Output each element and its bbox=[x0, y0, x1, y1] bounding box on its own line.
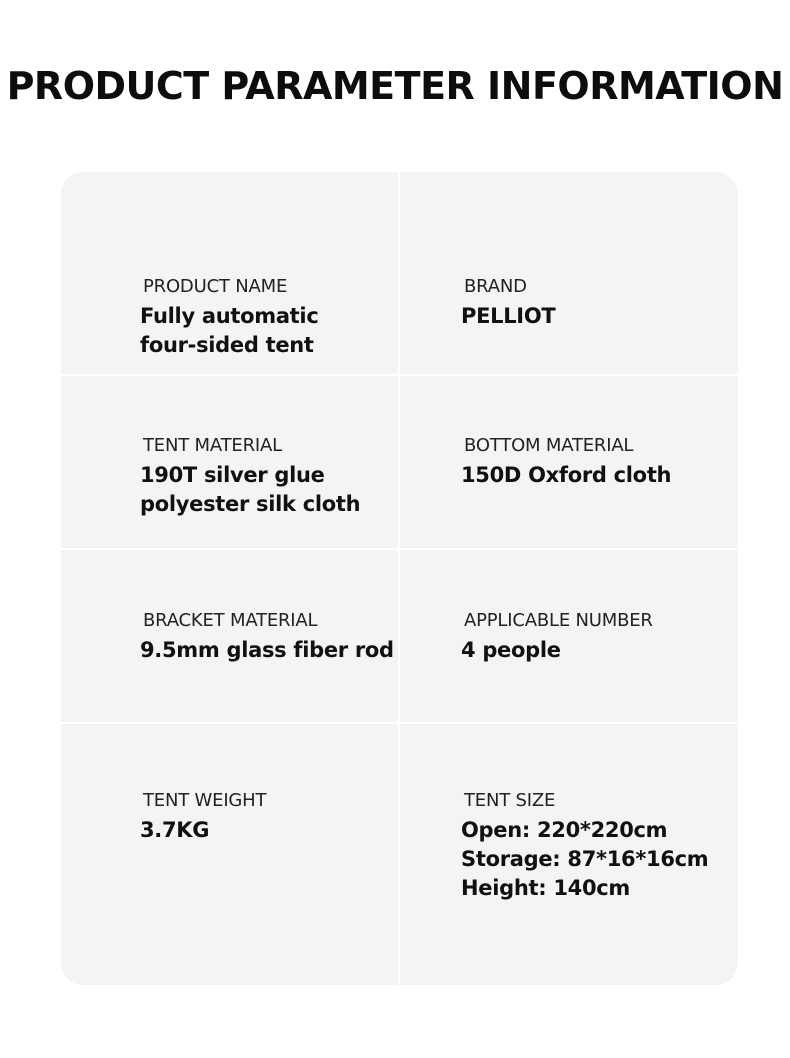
param-label: TENT SIZE bbox=[464, 790, 556, 811]
page-title: PRODUCT PARAMETER INFORMATION bbox=[6, 64, 784, 108]
param-value: Fully automatic four-sided tent bbox=[140, 304, 319, 357]
row-divider bbox=[61, 548, 738, 550]
param-value: 150D Oxford cloth bbox=[461, 463, 672, 487]
param-label: BOTTOM MATERIAL bbox=[464, 435, 634, 456]
param-applicable-number bbox=[461, 608, 738, 665]
param-label: BRACKET MATERIAL bbox=[143, 610, 318, 631]
row-divider bbox=[61, 374, 738, 376]
param-product-name bbox=[140, 274, 460, 360]
param-label: TENT WEIGHT bbox=[143, 790, 267, 811]
param-brand bbox=[461, 274, 738, 331]
param-tent-weight bbox=[140, 788, 460, 845]
parameter-table bbox=[61, 172, 738, 985]
param-label: APPLICABLE NUMBER bbox=[464, 610, 653, 631]
param-value: 190T silver glue polyester silk cloth bbox=[140, 463, 361, 516]
param-label: BRAND bbox=[464, 276, 527, 297]
param-label: TENT MATERIAL bbox=[143, 435, 282, 456]
param-label: PRODUCT NAME bbox=[143, 276, 288, 297]
param-bracket-material bbox=[140, 608, 460, 665]
param-tent-material bbox=[140, 433, 460, 519]
row-divider bbox=[61, 722, 738, 724]
param-value: 3.7KG bbox=[140, 818, 210, 842]
param-value: 9.5mm glass fiber rod bbox=[140, 638, 394, 662]
param-value: PELLIOT bbox=[461, 304, 556, 328]
param-tent-size bbox=[461, 788, 738, 903]
param-value: 4 people bbox=[461, 638, 561, 662]
param-bottom-material bbox=[461, 433, 738, 490]
param-value: Open: 220*220cm Storage: 87*16*16cm Height: 140cm bbox=[461, 818, 709, 900]
